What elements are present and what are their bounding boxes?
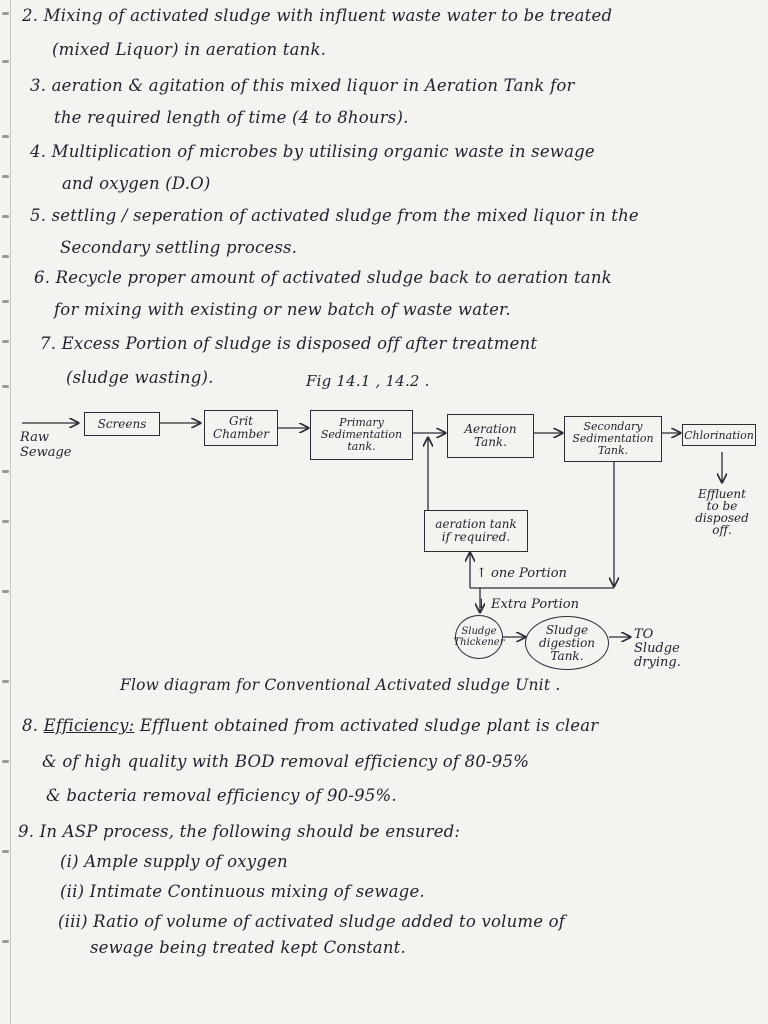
spiral-hole: [2, 850, 9, 853]
one-portion-label: ↑ one Portion: [476, 566, 567, 581]
aeration-tank-if-required-box: aeration tank if required.: [424, 510, 528, 552]
diagram-caption: Flow diagram for Conventional Activated sludge Unit .: [120, 676, 561, 694]
chlorination-box: Chlorination: [682, 424, 756, 446]
process-item-3: (iii) Ratio of volume of activated sludge added to volume of: [58, 912, 566, 931]
step-3-line-2: the required length of time (4 to 8hours).: [54, 108, 409, 127]
primary-sedimentation-tank-box: Primary Sedimentation tank.: [310, 410, 413, 460]
process-item-3-line-2: sewage being treated kept Constant.: [90, 938, 406, 957]
step-6-line-1: 6. Recycle proper amount of activated sludge back to aeration tank: [34, 268, 612, 287]
step-7-line-2: (sludge wasting).: [66, 368, 214, 387]
aeration-tank-box: Aeration Tank.: [447, 414, 534, 458]
extra-portion-label: ↓ Extra Portion: [476, 597, 580, 612]
efficiency-line-2: & of high quality with BOD removal efficiency of 80-95%: [42, 752, 530, 771]
step-3-line-1: 3. aeration & agitation of this mixed liquor in Aeration Tank for: [30, 76, 575, 95]
process-intro: 9. In ASP process, the following should be ensured:: [18, 822, 461, 841]
spiral-hole: [2, 940, 9, 943]
sludge-thickener-circle: Sludge Thickener: [455, 615, 503, 659]
step-2-line-2: (mixed Liquor) in aeration tank.: [52, 40, 327, 59]
secondary-sedimentation-tank-box: Secondary Sedimentation Tank.: [564, 416, 662, 462]
sludge-digestion-tank-circle: Sludge digestion Tank.: [525, 616, 609, 670]
step-4-line-1: 4. Multiplication of microbes by utilising organic waste in sewage: [30, 142, 595, 161]
step-2-line-1: 2. Mixing of activated sludge with influent waste water to be treated: [22, 6, 613, 25]
step-7-line-1: 7. Excess Portion of sludge is disposed off after treatment: [40, 334, 538, 353]
sludge-drying-label: TO Sludge drying.: [634, 627, 681, 670]
step-4-line-2: and oxygen (D.O): [62, 174, 211, 193]
grit-chamber-box: Grit Chamber: [204, 410, 278, 446]
effluent-label: Effluent to be disposed off.: [695, 487, 749, 537]
efficiency-line-3: & bacteria removal efficiency of 90-95%.: [46, 786, 397, 805]
process-item-1: (i) Ample supply of oxygen: [60, 852, 288, 871]
process-item-2: (ii) Intimate Continuous mixing of sewage.: [60, 882, 425, 901]
step-6-line-2: for mixing with existing or new batch of waste water.: [54, 300, 511, 319]
spiral-hole: [2, 760, 9, 763]
screens-box: Screens: [84, 412, 160, 436]
step-5-line-1: 5. settling / seperation of activated sludge from the mixed liquor in the: [30, 206, 639, 225]
efficiency-line-1: 8. Efficiency: Effluent obtained from activated sludge plant is clear: [22, 716, 599, 735]
raw-sewage-label: Raw Sewage: [20, 430, 72, 460]
figure-reference: Fig 14.1 , 14.2 .: [306, 372, 430, 390]
step-5-line-2: Secondary settling process.: [60, 238, 298, 257]
